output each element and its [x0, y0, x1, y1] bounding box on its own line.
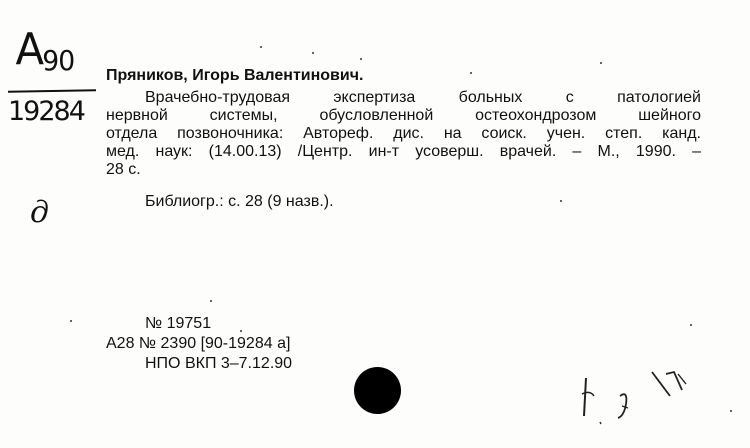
record-line-4: мед. наук: (14.00.13) /Центр. ин-т усоверш. врачей. – М., 1990. – — [106, 143, 701, 160]
scan-speck — [312, 52, 314, 54]
scan-speck — [260, 46, 262, 48]
scan-speck — [470, 72, 472, 74]
scan-speck — [690, 324, 692, 326]
author-heading: Пряников, Игорь Валентинович. — [106, 67, 364, 84]
scan-speck — [360, 58, 362, 60]
shelf-mark-bottom-number: 19284 — [8, 96, 84, 127]
shelf-mark-divider — [8, 89, 96, 93]
punch-hole-dot — [354, 367, 401, 414]
record-line-1: Врачебно-трудовая экспертиза больных с патологией — [145, 89, 701, 106]
registry-shelf-line: А28 № 2390 [90-19284 а] — [106, 335, 291, 352]
scan-speck — [560, 200, 562, 202]
registry-number: № 19751 — [145, 315, 212, 332]
handwritten-mark: д — [30, 195, 50, 230]
shelf-mark-top — [15, 24, 75, 77]
scan-speck — [210, 300, 212, 302]
record-line-3: отдела позвоночника: Автореф. дис. на соиск. учен. степ. канд. — [106, 125, 701, 142]
scan-speck — [730, 410, 732, 412]
record-line-5: 28 с. — [106, 161, 141, 178]
scan-speck — [70, 320, 72, 322]
record-line-2: нервной системы, обусловленной остеохондрозом шейного — [106, 107, 701, 124]
scan-speck — [240, 330, 242, 332]
shelf-mark-letter: А — [15, 24, 43, 75]
shelf-mark-top-number: 90 — [42, 44, 75, 77]
registry-org-line: НПО ВКП 3–7.12.90 — [145, 355, 293, 372]
scan-speck — [600, 62, 602, 64]
bibliography-note: Библиогр.: с. 28 (9 назв.). — [145, 193, 334, 210]
scribble-marks — [570, 360, 700, 440]
